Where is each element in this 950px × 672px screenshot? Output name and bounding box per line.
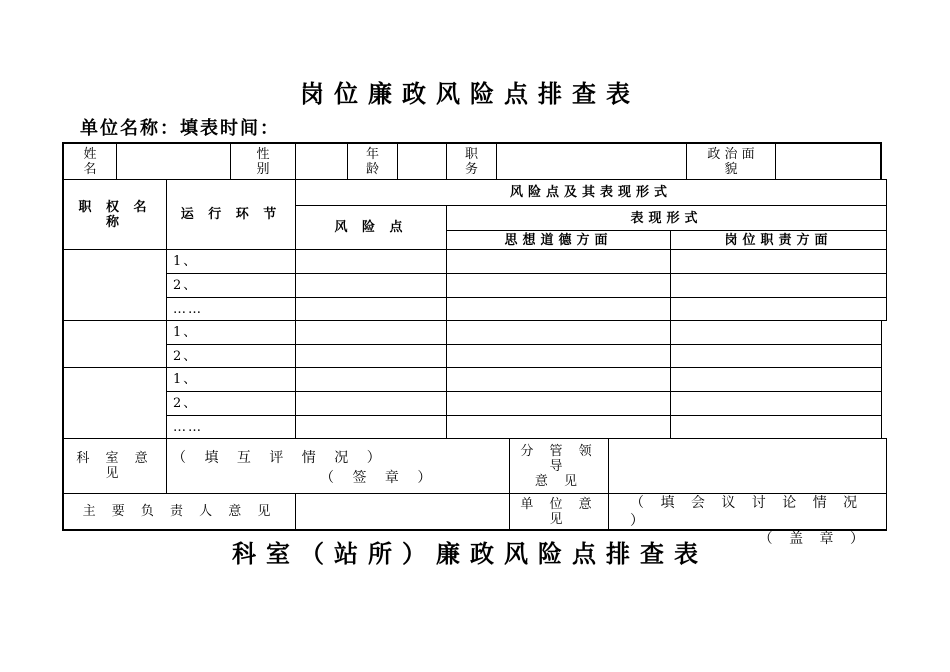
item-label: 1、	[166, 249, 296, 274]
chief-opinion-label: 主 要 负 责 人 意 见	[63, 493, 296, 530]
outer-border-left	[62, 142, 64, 531]
page-title: 岗位廉政风险点排查表	[300, 80, 640, 108]
power-name-cell[interactable]	[63, 320, 167, 368]
gender-value[interactable]	[295, 143, 348, 180]
footer-title: 科室（站所）廉政风险点排查表	[232, 540, 708, 568]
risk-and-form-header: 风险点及其表现形式	[295, 179, 887, 206]
duty-cell[interactable]	[670, 320, 882, 345]
leader-opinion-box[interactable]	[608, 438, 887, 494]
age-label: 年 龄	[347, 143, 398, 180]
item-label: ……	[166, 415, 296, 439]
risk-cell[interactable]	[295, 320, 447, 345]
duty-cell[interactable]	[670, 391, 882, 416]
ideology-cell[interactable]	[446, 367, 671, 392]
ideology-cell[interactable]	[446, 391, 671, 416]
ideology-cell[interactable]	[446, 320, 671, 345]
outer-border-right	[880, 142, 882, 180]
dept-opinion-content: （ 填 互 评 情 况 ）	[172, 450, 388, 466]
item-label: 1、	[166, 320, 296, 345]
gender-label: 性 别	[230, 143, 296, 180]
outer-border-top	[62, 142, 882, 144]
risk-cell[interactable]	[295, 249, 447, 274]
unit-and-date-line: 单位名称：填表时间：	[80, 118, 280, 139]
dept-opinion-label: 科 室 意 见	[63, 438, 167, 494]
ideology-cell[interactable]	[446, 249, 671, 274]
ideology-header: 思想道德方面	[446, 230, 671, 250]
duty-cell[interactable]	[670, 297, 887, 321]
ideology-cell[interactable]	[446, 297, 671, 321]
name-value[interactable]	[116, 143, 231, 180]
duty-cell[interactable]	[670, 367, 882, 392]
risk-cell[interactable]	[295, 297, 447, 321]
item-label: 2、	[166, 273, 296, 298]
item-label: 2、	[166, 344, 296, 368]
unit-opinion-content: （ 填 会 议 讨 论 情 况 ）	[630, 495, 864, 529]
item-label: 2、	[166, 391, 296, 416]
risk-cell[interactable]	[295, 391, 447, 416]
ideology-cell[interactable]	[446, 415, 671, 439]
name-label: 姓 名	[63, 143, 117, 180]
item-label: 1、	[166, 367, 296, 392]
duty-cell[interactable]	[670, 273, 887, 298]
duty-cell[interactable]	[670, 415, 882, 439]
item-label: ……	[166, 297, 296, 321]
power-name-header: 职 权 名 称	[63, 179, 167, 250]
dept-opinion-text	[172, 448, 438, 488]
duty-header: 岗位职责方面	[670, 230, 887, 250]
dept-opinion-sign: （ 签 章 ）	[320, 470, 439, 486]
form-header: 表现形式	[446, 205, 887, 231]
politics-value[interactable]	[775, 143, 882, 180]
position-label: 职 务	[446, 143, 497, 180]
position-value[interactable]	[496, 143, 687, 180]
politics-label: 政 治 面 貌	[686, 143, 776, 180]
ideology-cell[interactable]	[446, 344, 671, 368]
risk-cell[interactable]	[295, 273, 447, 298]
power-name-cell[interactable]	[63, 367, 167, 439]
duty-cell[interactable]	[670, 249, 887, 274]
risk-cell[interactable]	[295, 344, 447, 368]
unit-opinion-label: 单 位 意 见	[509, 493, 609, 530]
age-value[interactable]	[397, 143, 447, 180]
unit-opinion-seal: （ 盖 章 ）	[758, 531, 870, 547]
process-header: 运 行 环 节	[166, 179, 296, 250]
risk-cell[interactable]	[295, 415, 447, 439]
risk-cell[interactable]	[295, 367, 447, 392]
risk-point-header: 风 险 点	[295, 205, 447, 250]
chief-opinion-box[interactable]	[295, 493, 510, 530]
ideology-cell[interactable]	[446, 273, 671, 298]
leader-opinion-label: 分 管 领 导 意 见	[509, 438, 609, 494]
duty-cell[interactable]	[670, 344, 882, 368]
power-name-cell[interactable]	[63, 249, 167, 321]
